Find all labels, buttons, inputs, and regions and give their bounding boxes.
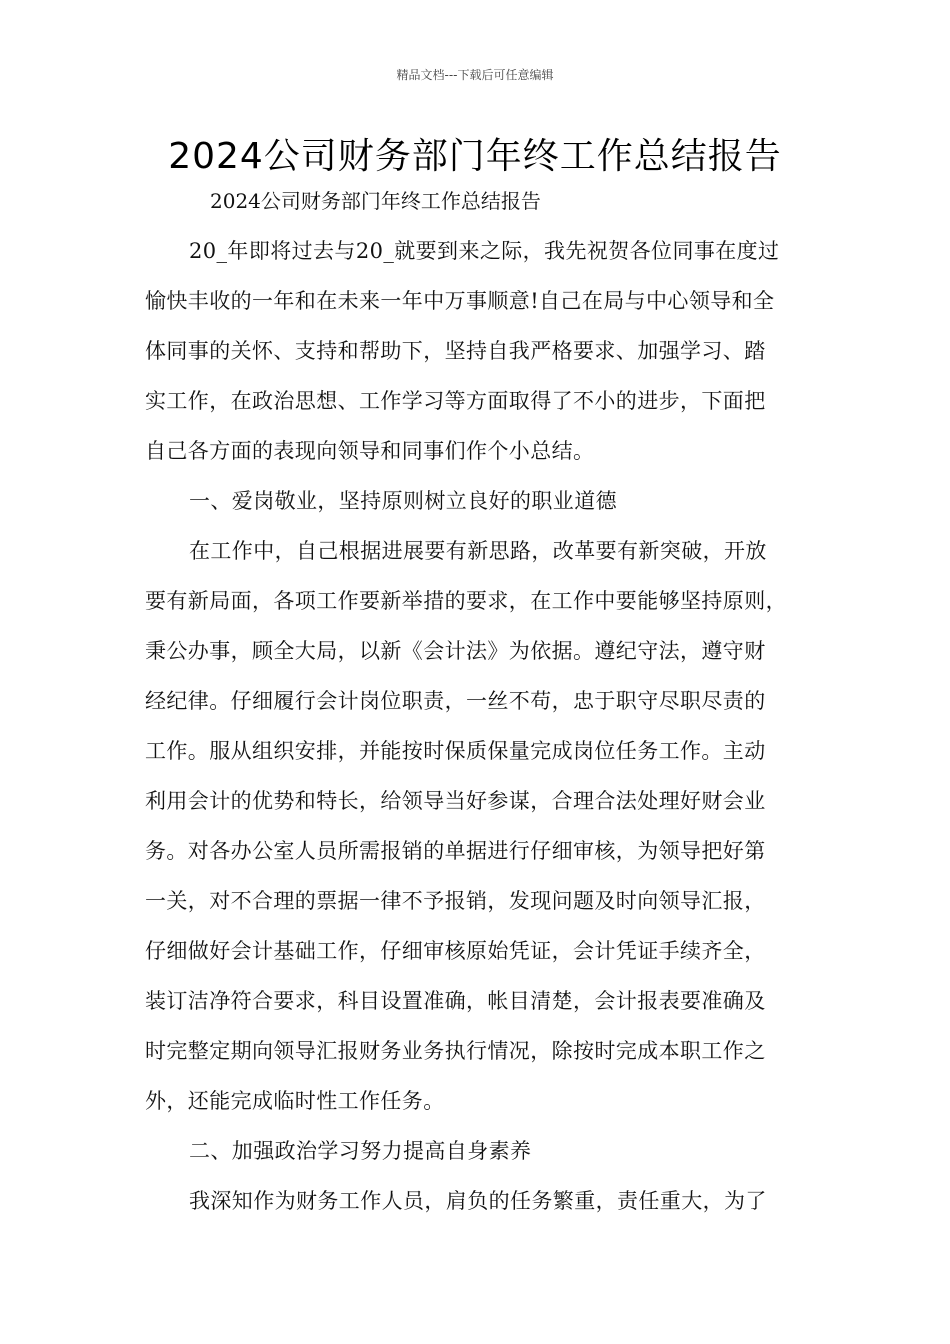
paragraph-section-1	[145, 526, 809, 1126]
text-line: 时完整定期向领导汇报财务业务执行情况，除按时完成本职工作之	[145, 1039, 766, 1063]
paragraph-section-2	[145, 1176, 809, 1226]
text-line: 我深知作为财务工作人员，肩负的任务繁重，责任重大，为了	[189, 1189, 767, 1213]
document-title: 2024公司财务部门年终工作总结报告	[168, 136, 782, 177]
text-line: 体同事的关怀、支持和帮助下，坚持自我严格要求、加强学习、踏	[145, 339, 766, 363]
text-line: 在工作中，自己根据进展要有新思路，改革要有新突破，开放	[189, 539, 767, 563]
text-line: 经纪律。仔细履行会计岗位职责，一丝不苟，忠于职守尽职尽责的	[145, 689, 766, 713]
header-note: 精品文档---下载后可任意编辑	[396, 68, 554, 82]
document-subtitle: 2024公司财务部门年终工作总结报告	[210, 189, 541, 213]
text-line: 秉公办事，顾全大局，以新《会计法》为依据。遵纪守法，遵守财	[145, 639, 766, 663]
text-line: 一关，对不合理的票据一律不予报销，发现问题及时向领导汇报，	[145, 889, 766, 913]
text-line: 工作。服从组织安排，并能按时保质保量完成岗位任务工作。主动	[145, 739, 766, 763]
section-heading-2	[145, 1126, 809, 1176]
document-body	[145, 226, 809, 1226]
text-line: 利用会计的优势和特长，给领导当好参谋，合理合法处理好财会业	[145, 789, 766, 813]
section-heading: 二、加强政治学习努力提高自身素养	[189, 1139, 532, 1163]
text-line: 要有新局面，各项工作要新举措的要求，在工作中要能够坚持原则，	[145, 589, 787, 613]
text-line: 愉快丰收的一年和在未来一年中万事顺意!自己在局与中心领导和全	[145, 289, 775, 313]
text-line: 自己各方面的表现向领导和同事们作个小总结。	[145, 439, 595, 463]
text-line: 实工作，在政治思想、工作学习等方面取得了不小的进步，下面把	[145, 389, 766, 413]
text-line: 外，还能完成临时性工作任务。	[145, 1089, 445, 1113]
paragraph-intro	[145, 226, 809, 476]
section-heading: 一、爱岗敬业，坚持原则树立良好的职业道德	[189, 489, 617, 513]
text-line: 装订洁净符合要求，科目设置准确，帐目清楚，会计报表要准确及	[145, 989, 766, 1013]
section-heading-1	[145, 476, 809, 526]
text-line: 务。对各办公室人员所需报销的单据进行仔细审核，为领导把好第	[145, 839, 766, 863]
text-line: 20_年即将过去与20_就要到来之际，我先祝贺各位同事在度过	[189, 239, 780, 263]
text-line: 仔细做好会计基础工作，仔细审核原始凭证，会计凭证手续齐全，	[145, 939, 766, 963]
